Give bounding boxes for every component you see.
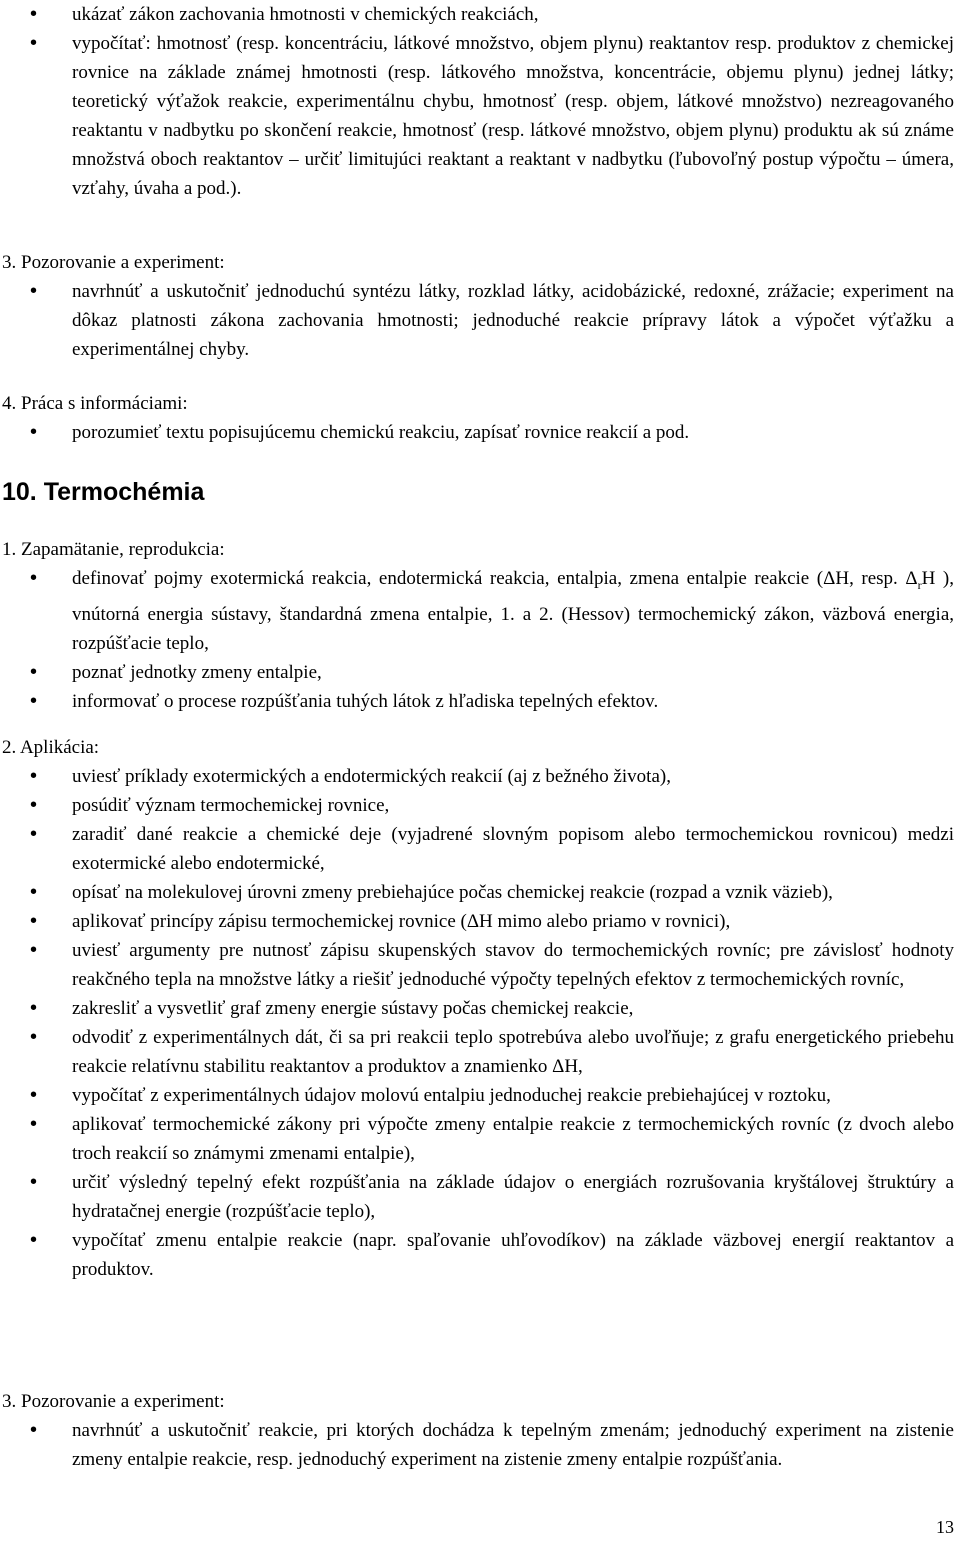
section-e xyxy=(0,762,960,1284)
list-item: • navrhnúť a uskutočniť jednoduchú syntézu látky, rozklad látky, acidobázické, redoxné, zrážacie; experiment na dôkaz platnosti zákona zachovania hmotnosti; jednoduché reakcie prípravy látok a výpočet výťažku a experimentálnej chyby. xyxy=(0,277,960,364)
section-label: 2. Aplikácia: xyxy=(2,737,100,758)
list-item: • zaradiť dané reakcie a chemické deje (vyjadrené slovným popisom alebo termochemickou rovnicou) medzi exotermické alebo endotermické, xyxy=(0,820,960,878)
page-number: 13 xyxy=(936,1517,954,1537)
list-item: • ukázať zákon zachovania hmotnosti v chemických reakciách, xyxy=(0,0,960,29)
list-item: • porozumieť textu popisujúcemu chemickú reakciu, zapísať rovnice reakcií a pod. xyxy=(0,418,960,447)
list-item: • vypočítať: hmotnosť (resp. koncentráciu, látkové množstvo, objem plynu) reaktantov resp. produktov z chemickej rovnice na základe známej hmotnosti (resp. látkového množstva, koncentrácie, objemu plynu) jednej látky; teoretický výťažok reakcie, experimentálnu chybu, hmotnosť (resp. objem, látkové množstvo) nezreagovaného reaktantu v nadbytku po skončení reakcie, hmotnosť (resp. látkové množstvo, objem plynu) produktu ak sú známe množstvá oboch reaktantov – určiť limitujúci reaktant a reaktant v nadbytku (ľubovoľný postup výpočtu – úmera, vzťahy, úvaha a pod.). xyxy=(0,29,960,203)
list-item: • určiť výsledný tepelný efekt rozpúšťania na základe údajov o energiách rozrušovania kryštálovej štruktúry a hydratačnej energie (rozpúšťacie teplo), xyxy=(0,1168,960,1226)
text: H, resp. xyxy=(835,568,906,589)
bullet-list xyxy=(0,762,960,1284)
section-f xyxy=(0,1416,960,1474)
list-item xyxy=(0,564,960,658)
delta-symbol: Δ xyxy=(905,568,918,589)
section-label: 3. Pozorovanie a experiment: xyxy=(2,252,225,273)
bullet-list xyxy=(0,418,960,447)
list-item: • odvodiť z experimentálnych dát, či sa pri reakcii teplo spotrebúva alebo uvoľňuje; z grafu energetického priebehu reakcie relatívnu stabilitu reaktantov a produktov a znamienko ΔH, xyxy=(0,1023,960,1081)
bullet-list xyxy=(0,277,960,364)
chapter-heading: 10. Termochémia xyxy=(2,478,205,506)
list-item: • navrhnúť a uskutočniť reakcie, pri ktorých dochádza k tepelným zmenám; jednoduchý experiment na zistenie zmeny entalpie reakcie, resp. jednoduchý experiment na zistenie zmeny entalpie rozpúšťania. xyxy=(0,1416,960,1474)
section-label: 4. Práca s informáciami: xyxy=(2,393,188,414)
section-a xyxy=(0,0,960,203)
list-item: • vypočítať zmenu entalpie reakcie (napr. spaľovanie uhľovodíkov) na základe väzbovej energií reaktantov a produktov. xyxy=(0,1226,960,1284)
text: H ), vnútorná energia sústavy, štandardná zmena entalpie, 1. a 2. (Hessov) termochemický zákon, väzbová energia, rozpúšťacie teplo, xyxy=(72,568,954,654)
delta-symbol: Δ xyxy=(823,568,836,589)
list-item: • aplikovať princípy zápisu termochemickej rovnice (ΔH mimo alebo priamo v rovnici), xyxy=(0,907,960,936)
subscript: r xyxy=(917,577,922,592)
bullet-list xyxy=(0,564,960,716)
list-item: • vypočítať z experimentálnych údajov molovú entalpiu jednoduchej reakcie prebiehajúcej v roztoku, xyxy=(0,1081,960,1110)
list-item: • opísať na molekulovej úrovni zmeny prebiehajúce počas chemickej reakcie (rozpad a vznik väzieb), xyxy=(0,878,960,907)
list-item: • informovať o procese rozpúšťania tuhých látok z hľadiska tepelných efektov. xyxy=(0,687,960,716)
text: definovať pojmy exotermická reakcia, endotermická reakcia, entalpia, zmena entalpie reakcie ( xyxy=(72,568,824,589)
bullet-list xyxy=(0,0,960,203)
section-c xyxy=(0,418,960,447)
bullet-list xyxy=(0,1416,960,1474)
section-b xyxy=(0,277,960,364)
section-label: 1. Zapamätanie, reprodukcia: xyxy=(2,539,225,560)
list-item: • uviesť príklady exotermických a endotermických reakcií (aj z bežného života), xyxy=(0,762,960,791)
section-label: 3. Pozorovanie a experiment: xyxy=(2,1391,225,1412)
list-item: • uviesť argumenty pre nutnosť zápisu skupenských stavov do termochemických rovníc; pre závislosť hodnoty reakčného tepla na množstve látky a riešiť jednoduché výpočty tepelných efektov z termochemických rovníc, xyxy=(0,936,960,994)
list-item: • zakresliť a vysvetliť graf zmeny energie sústavy počas chemickej reakcie, xyxy=(0,994,960,1023)
list-item: • aplikovať termochemické zákony pri výpočte zmeny entalpie reakcie z termochemických rovníc (z dvoch alebo troch reakcií so známymi zmenami entalpie), xyxy=(0,1110,960,1168)
section-d xyxy=(0,564,960,716)
list-item: • poznať jednotky zmeny entalpie, xyxy=(0,658,960,687)
list-item: • posúdiť význam termochemickej rovnice, xyxy=(0,791,960,820)
